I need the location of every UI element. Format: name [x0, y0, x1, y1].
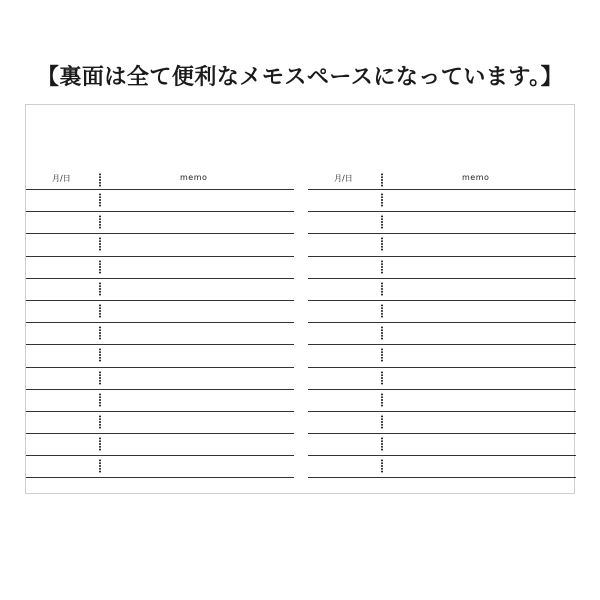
- column-header: [308, 171, 576, 189]
- memo-rows: [308, 189, 576, 477]
- dotted-divider: [99, 193, 101, 207]
- memo-line: [308, 344, 576, 366]
- dotted-divider: [381, 415, 383, 429]
- dotted-divider: [381, 282, 383, 296]
- dotted-divider: [381, 237, 383, 251]
- dotted-divider: [381, 193, 383, 207]
- memo-line: [308, 256, 576, 278]
- memo-line: [26, 233, 294, 255]
- dotted-divider: [99, 237, 101, 251]
- dotted-divider: [99, 415, 101, 429]
- dotted-divider: [381, 393, 383, 407]
- memo-line: [26, 433, 294, 455]
- memo-line: [308, 322, 576, 344]
- memo-line: [26, 189, 294, 211]
- dotted-divider: [99, 260, 101, 274]
- dotted-divider: [99, 282, 101, 296]
- memo-line: [308, 411, 576, 433]
- memo-line: [308, 389, 576, 411]
- memo-line: [26, 300, 294, 322]
- dotted-divider: [99, 304, 101, 318]
- memo-column-right: [308, 171, 576, 490]
- bottom-rule: [26, 477, 294, 490]
- memo-line: [26, 455, 294, 477]
- page-title: 【裏面は全て便利なメモスペースになっています。】: [36, 64, 564, 90]
- dotted-divider: [381, 215, 383, 229]
- memo-header: memo: [180, 173, 208, 182]
- memo-line: [26, 322, 294, 344]
- memo-rows: [26, 189, 294, 477]
- memo-column-left: [26, 171, 294, 490]
- dotted-divider: [99, 173, 101, 187]
- memo-line: [308, 455, 576, 477]
- dotted-divider: [99, 326, 101, 340]
- memo-line: [308, 233, 576, 255]
- dotted-divider: [381, 459, 383, 473]
- dotted-divider: [99, 459, 101, 473]
- dotted-divider: [99, 393, 101, 407]
- memo-line: [26, 211, 294, 233]
- dotted-divider: [99, 348, 101, 362]
- dotted-divider: [381, 304, 383, 318]
- memo-header: memo: [462, 173, 490, 182]
- date-header: 月/日: [52, 174, 71, 183]
- memo-line: [308, 278, 576, 300]
- memo-line: [308, 433, 576, 455]
- dotted-divider: [381, 260, 383, 274]
- memo-sheet: [25, 104, 575, 494]
- bottom-rule: [308, 477, 576, 490]
- dotted-divider: [99, 437, 101, 451]
- memo-line: [26, 411, 294, 433]
- memo-line: [26, 278, 294, 300]
- memo-line: [308, 367, 576, 389]
- memo-line: [26, 256, 294, 278]
- memo-line: [26, 367, 294, 389]
- date-header: 月/日: [334, 174, 353, 183]
- dotted-divider: [381, 437, 383, 451]
- memo-line: [26, 389, 294, 411]
- memo-line: [308, 189, 576, 211]
- memo-line: [308, 211, 576, 233]
- memo-line: [26, 344, 294, 366]
- memo-line: [308, 300, 576, 322]
- dotted-divider: [381, 348, 383, 362]
- dotted-divider: [381, 173, 383, 187]
- dotted-divider: [99, 371, 101, 385]
- dotted-divider: [381, 371, 383, 385]
- dotted-divider: [381, 326, 383, 340]
- dotted-divider: [99, 215, 101, 229]
- column-header: [26, 171, 294, 189]
